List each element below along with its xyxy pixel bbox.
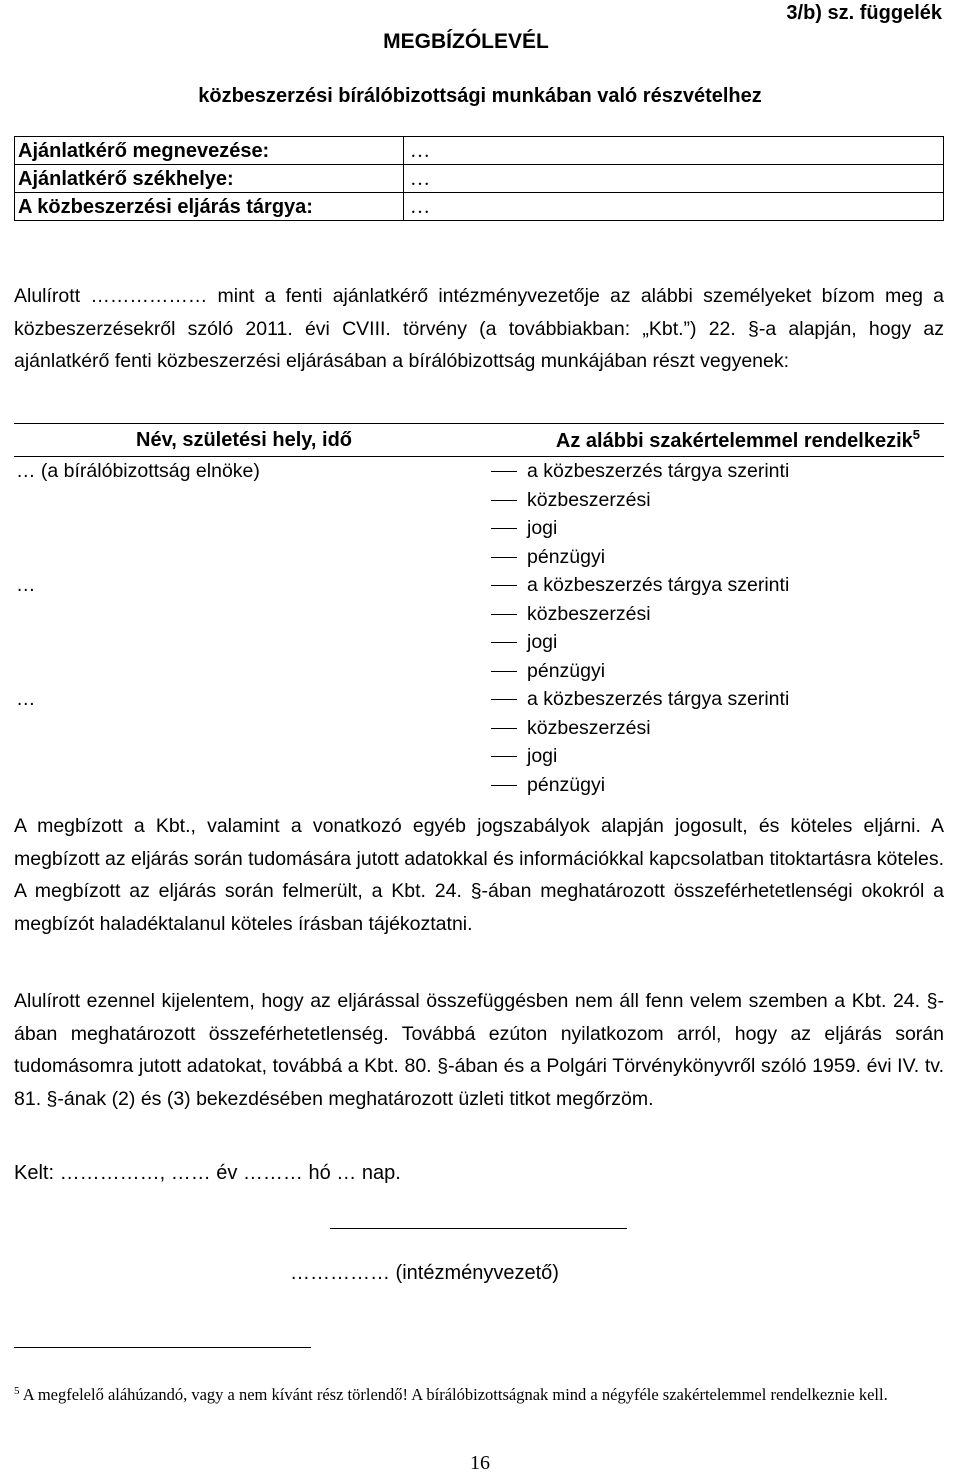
declaration-paragraph: Alulírott ezennel kijelentem, hogy az eljárással összefüggésben nem áll fenn velem szemben a Kbt. 24. §-ában meghatározott összeférhetetlenség. Továbbá ezúton nyilatkozom arról, hogy az eljárás során tudomásomra jutott adatokat, továbbá a Kbt. 80. §-ában és a Polgári Törvénykönyvről szóló 1959. évi IV. tv. 81. §-ának (2) és (3) bekezdésében meghatározott üzleti titkot megőrzöm.: [14, 990, 944, 1110]
intro-paragraph: Alulírott ……………… mint a fenti ajánlatkérő intézményvezetője az alábbi személyeket bízom meg a közbeszerzésekről szóló 2011. évi CVIII. törvény (a továbbiakban: „Kbt.”) 22. §-a alapján, hogy az ajánlatkérő fenti közbeszerzési eljárásában a bírálóbizottság munkájában részt vegyenek:: [14, 285, 944, 372]
expertise-item: a közbeszerzés tárgya szerinti: [474, 457, 944, 486]
member-expertise: [474, 571, 944, 685]
footnote-text: A megfelelő aláhúzandó, vagy a nem kívánt rész törlendő! A bírálóbizottságnak mind a négyféle szakértelemmel rendelkeznie kell.: [22, 1385, 888, 1404]
expertise-item: a közbeszerzés tárgya szerinti: [474, 571, 944, 600]
member-expertise: [474, 457, 944, 572]
signature-line: [330, 1228, 627, 1229]
expertise-item: közbeszerzési: [474, 486, 944, 515]
footnote-ref: 5: [912, 427, 920, 442]
obligations-paragraph: A megbízott a Kbt., valamint a vonatkozó egyéb jogszabályok alapján jogosult, és köteles eljárni. A megbízott az eljárás során tudomására jutott adatokkal és információkkal kapcsolatban titoktartásra köteles. A megbízott az eljárás során felmerült, a Kbt. 24. §-ában meghatározott összeférhetetlenségi okokról a megbízót haladéktalanul köteles írásban tájékoztatni.: [14, 815, 944, 935]
expertise-item: jogi: [474, 742, 944, 771]
footnote-number: 5: [14, 1385, 20, 1397]
member-name: … (a bírálóbizottság elnöke): [16, 460, 260, 482]
signature-role: …………… (intézményvezető): [290, 1262, 559, 1284]
info-value: …: [404, 137, 944, 165]
expertise-item: a közbeszerzés tárgya szerinti: [474, 685, 944, 714]
member-name: …: [16, 574, 36, 596]
table-row: [14, 571, 944, 685]
info-value: …: [404, 193, 944, 221]
footnote: [14, 1380, 944, 1406]
column-header-name: Név, születési hely, idő: [14, 424, 474, 457]
document-subtitle: közbeszerzési bírálóbizottsági munkában való részvételhez: [198, 85, 762, 107]
page-number: 16: [470, 1452, 490, 1474]
info-row: [15, 193, 944, 221]
table-row: [14, 457, 944, 572]
info-label: A közbeszerzési eljárás tárgya:: [15, 193, 404, 221]
member-name: …: [16, 688, 36, 710]
date-line: Kelt: ……………, …… év ……… hó … nap.: [14, 1162, 401, 1184]
expertise-item: közbeszerzési: [474, 714, 944, 743]
column-header-expertise: Az alábbi szakértelemmel rendelkezik$^5$: [474, 424, 944, 457]
member-expertise: [474, 685, 944, 799]
expertise-item: közbeszerzési: [474, 600, 944, 629]
info-value: …: [404, 165, 944, 193]
members-header-row: [14, 424, 944, 457]
table-row: [14, 685, 944, 799]
footnote-separator: [14, 1347, 311, 1348]
expertise-item: pénzügyi: [474, 543, 944, 572]
document-title: MEGBÍZÓLEVÉL: [383, 30, 549, 53]
appendix-label: 3/b) sz. függelék: [786, 2, 942, 24]
info-row: [15, 165, 944, 193]
expertise-item: jogi: [474, 514, 944, 543]
contracting-authority-table: [14, 136, 944, 221]
committee-members-table: [14, 423, 944, 799]
info-label: Ajánlatkérő megnevezése:: [15, 137, 404, 165]
expertise-item: jogi: [474, 628, 944, 657]
info-label: Ajánlatkérő székhelye:: [15, 165, 404, 193]
expertise-item: pénzügyi: [474, 657, 944, 686]
info-row: [15, 137, 944, 165]
expertise-item: pénzügyi: [474, 771, 944, 800]
